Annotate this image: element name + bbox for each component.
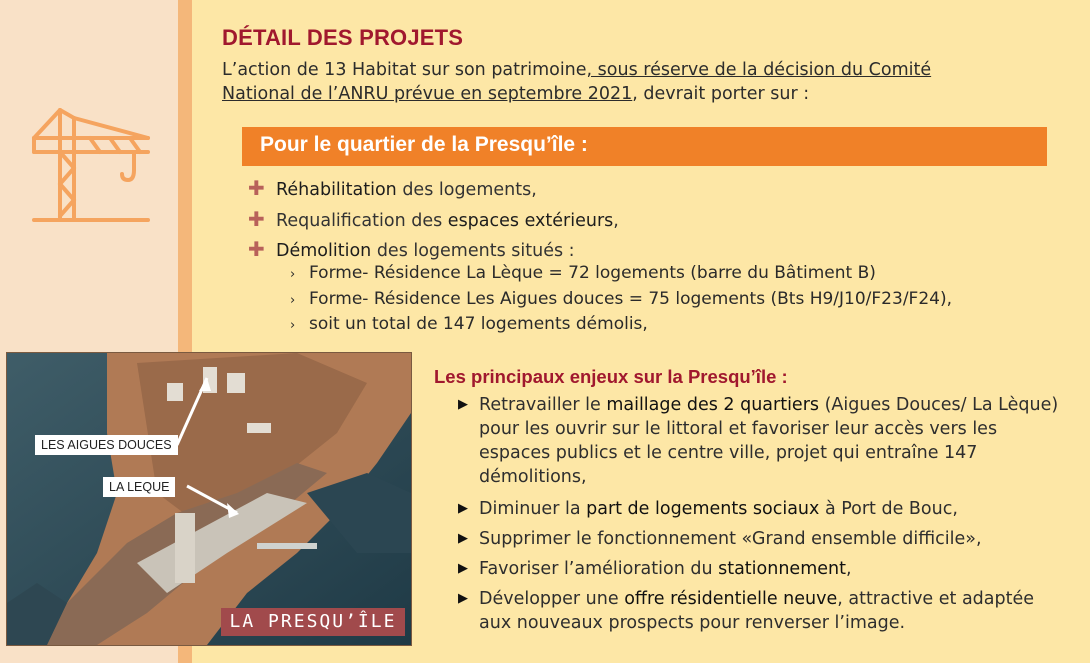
- list-item: [248, 176, 537, 200]
- photo-caption: LA PRESQU’ÎLE: [221, 608, 405, 636]
- enjeu-post: ,: [845, 559, 852, 579]
- banner-label: Pour le quartier de la Presqu’île :: [260, 133, 588, 156]
- intro-line2-b: , devrait porter sur :: [632, 84, 810, 104]
- sub-item: [290, 314, 648, 334]
- intro-line1-a: L’action de 13 Habitat sur son patrimoine: [222, 60, 587, 80]
- aerial-photo-image: [7, 353, 411, 645]
- enjeu-post: (Aigues Douces/ La Lèque) pour les ouvrir sur le littoral et favoriser leur accès vers les espaces publics et le centre ville, projet qui entraîne 147 démolitions,: [479, 395, 1059, 487]
- intro-text: [222, 58, 1042, 106]
- page-title: DÉTAIL DES PROJETS: [222, 25, 464, 50]
- chevron-right-icon: ›: [290, 267, 296, 282]
- triangle-bullet-icon: ▶: [458, 397, 468, 412]
- plus-bullet-icon: ✚: [248, 237, 265, 261]
- enjeu-pre: Retravailler le: [479, 395, 607, 415]
- enjeu-strong: maillage des 2 quartiers: [606, 395, 820, 415]
- enjeu-strong: offre résidentielle neuve: [624, 589, 838, 609]
- action-strong: Réhabilitation: [276, 180, 397, 200]
- enjeux-title: Les principaux enjeux sur la Presqu’île :: [434, 366, 788, 387]
- action-strong: Démolition: [276, 241, 372, 261]
- chevron-right-icon: ›: [290, 293, 296, 308]
- action-strong: espaces extérieurs: [447, 211, 614, 231]
- intro-line2-a: National de l’ANRU prévue en septembre 2021: [222, 84, 633, 104]
- enjeu-pre: Favoriser l’amélioration du: [479, 559, 719, 579]
- sub-item: [290, 289, 952, 309]
- list-item: [248, 237, 575, 261]
- plus-bullet-icon: ✚: [248, 176, 265, 200]
- triangle-bullet-icon: ▶: [458, 561, 468, 576]
- intro-line1-b: , sous réserve de la décision du Comité: [586, 60, 932, 80]
- sub-item: [290, 263, 876, 283]
- enjeu-pre: Développer une: [479, 589, 625, 609]
- triangle-bullet-icon: ▶: [458, 591, 468, 606]
- sub-item-text: Forme- Résidence Les Aigues douces = 75 logements (Bts H9/J10/F23/F24),: [309, 289, 952, 309]
- enjeu-pre: Supprimer le fonctionnement «Grand ensemble difficile»,: [479, 529, 982, 549]
- triangle-bullet-icon: ▶: [458, 531, 468, 546]
- plus-bullet-icon: ✚: [248, 207, 265, 231]
- enjeu-post: , attractive et adaptée aux nouveaux prospects pour renverser l’image.: [479, 589, 1035, 633]
- enjeu-post: à Port de Bouc,: [819, 499, 958, 519]
- aerial-photo: [6, 352, 412, 646]
- crane-icon: [30, 108, 152, 224]
- label-la-leque: LA LEQUE: [103, 477, 175, 497]
- triangle-bullet-icon: ▶: [458, 501, 468, 516]
- enjeu-strong: part de logements sociaux: [586, 499, 820, 519]
- action-rest: des logements,: [396, 180, 537, 200]
- section-banner: [242, 127, 1047, 166]
- list-item: [248, 207, 619, 231]
- label-aigues-douces: LES AIGUES DOUCES: [35, 435, 178, 455]
- sub-item-text: soit un total de 147 logements démolis,: [309, 314, 648, 334]
- chevron-right-icon: ›: [290, 318, 296, 333]
- sub-item-text: Forme- Résidence La Lèque = 72 logements (barre du Bâtiment B): [309, 263, 876, 283]
- action-rest: des logements situés :: [371, 241, 575, 261]
- enjeu-strong: stationnement: [718, 559, 846, 579]
- action-pre: Requalification des: [276, 211, 448, 231]
- enjeu-pre: Diminuer la: [479, 499, 587, 519]
- action-post: ,: [613, 211, 619, 231]
